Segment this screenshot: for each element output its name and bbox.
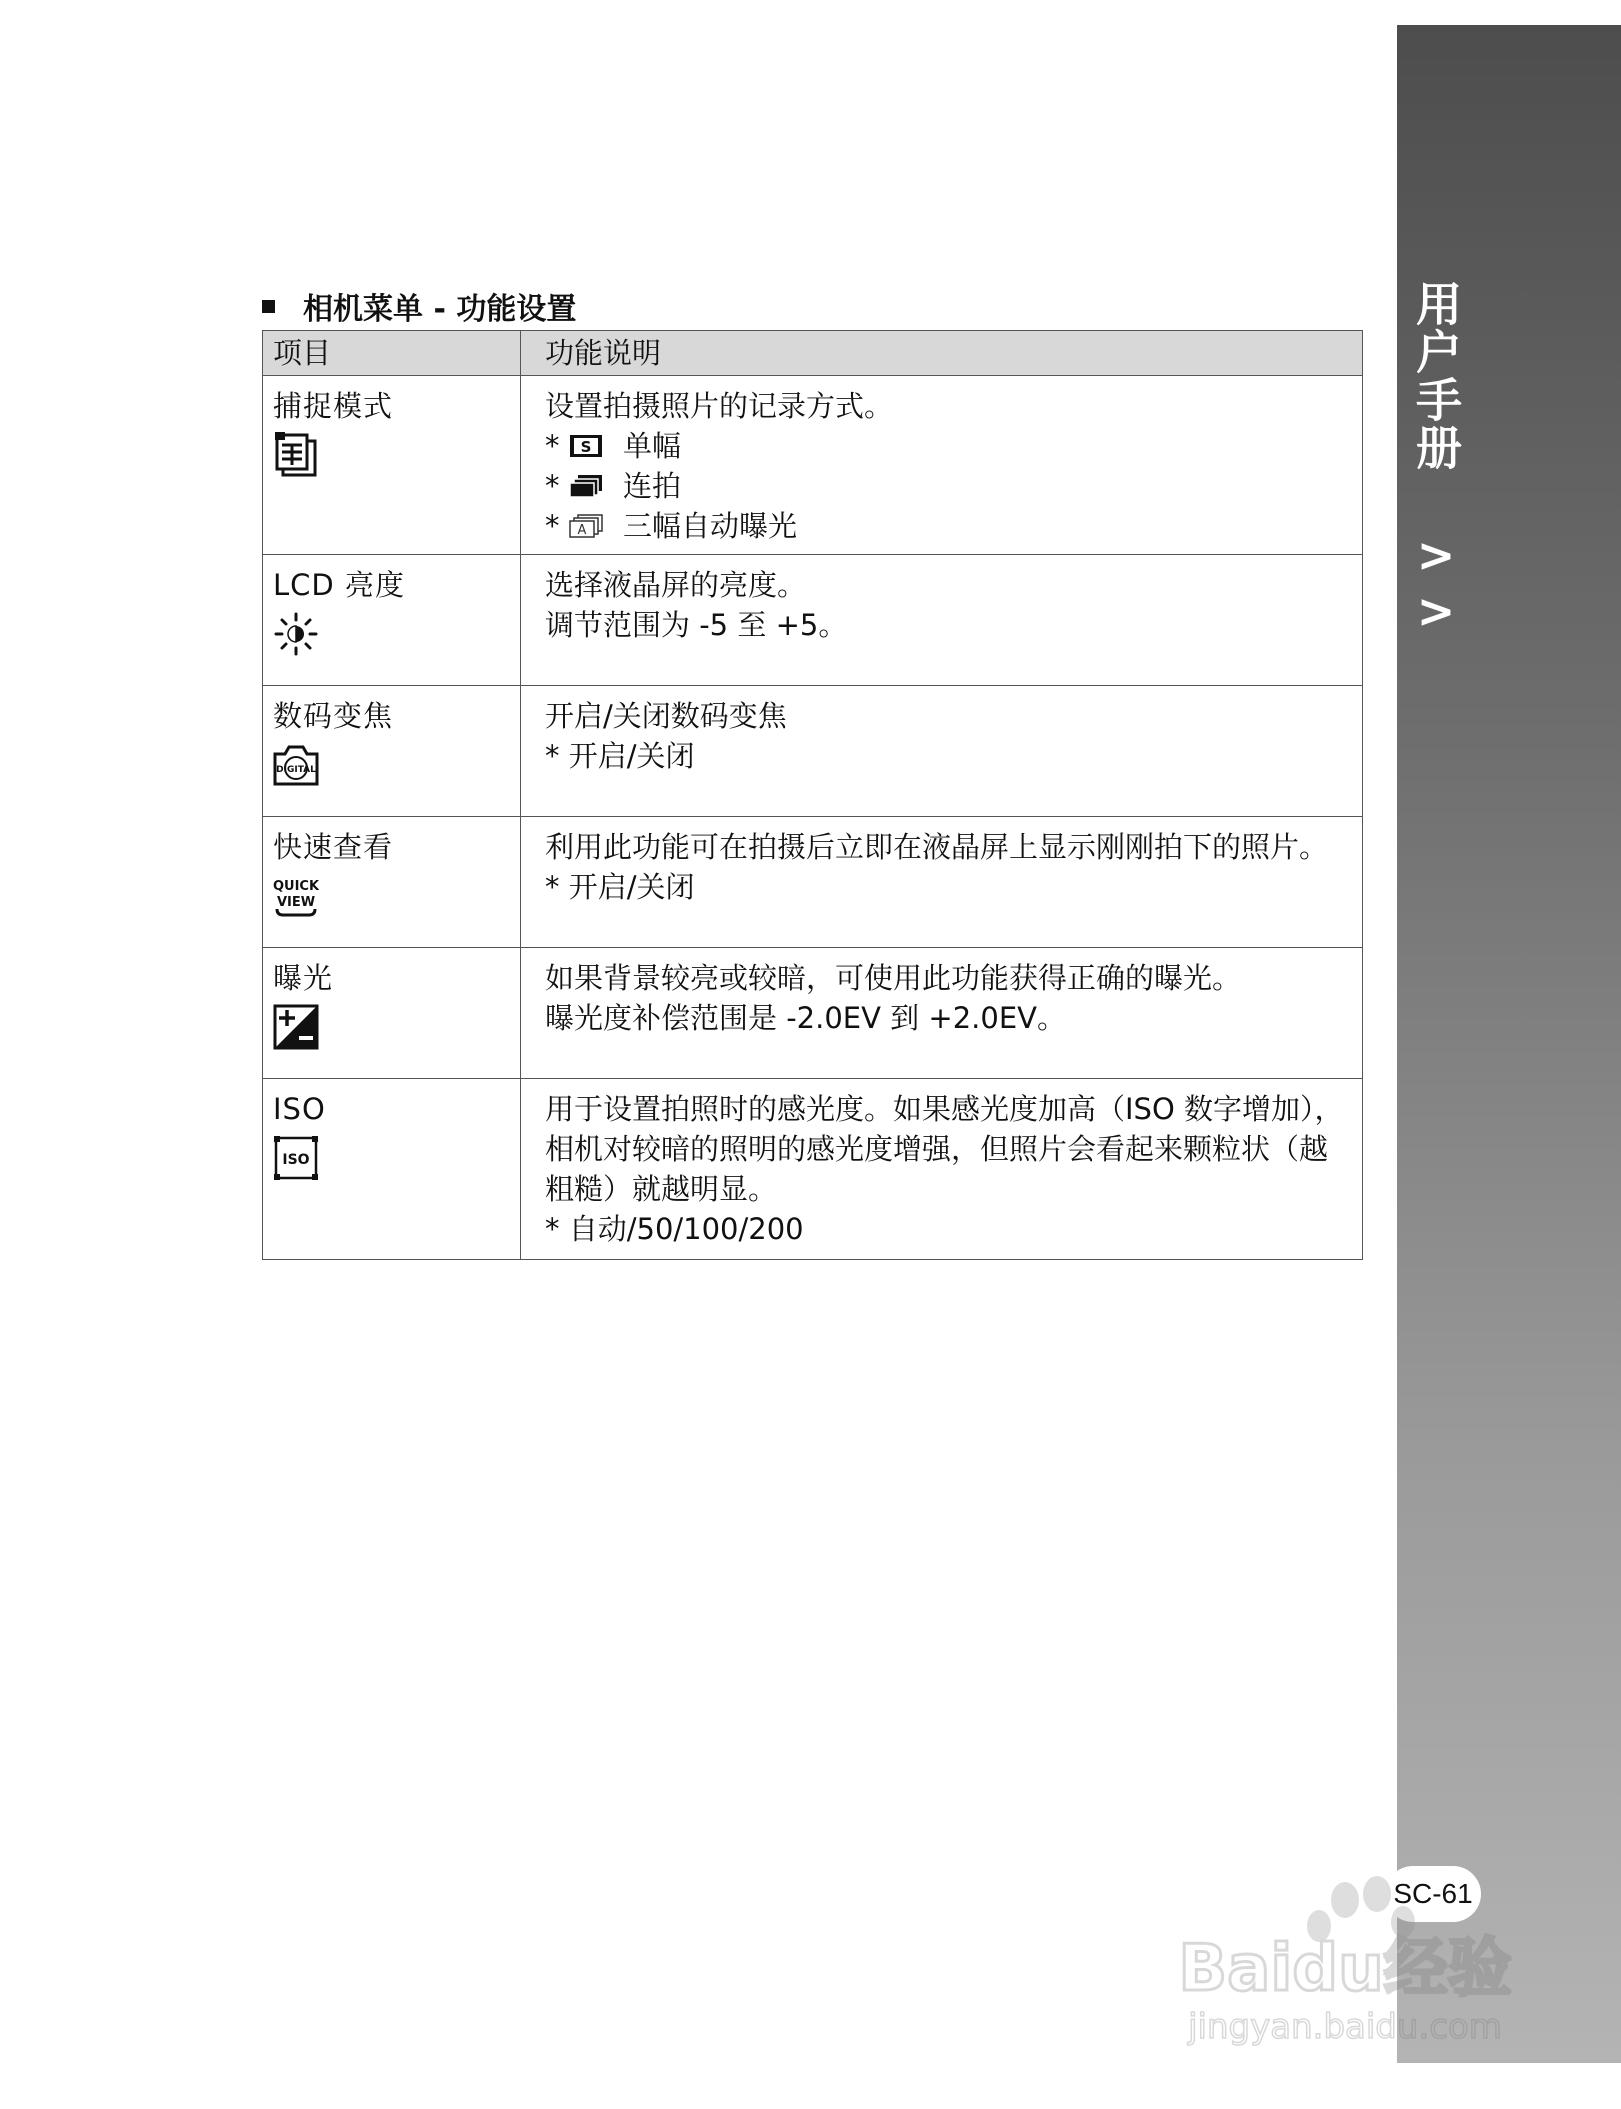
option-bullet: * [545,509,560,543]
option-label: 三幅自动曝光 [623,509,798,543]
table-header-row [263,331,1363,376]
header-item: 项目 [263,331,521,376]
desc-line: 曝光度补偿范围是 -2.0EV 到 +2.0EV。 [545,1001,1066,1035]
item-name: 曝光 [273,961,334,995]
digital-zoom-icon [273,742,319,788]
description-cell [521,1079,1363,1260]
item-cell [263,376,521,555]
option-auto-bracket [545,506,1352,546]
desc-line: * 自动/50/100/200 [545,1212,804,1246]
exposure-icon [273,1004,319,1050]
quick-view-icon-label-bottom: VIEW [276,895,316,910]
single-shot-icon [569,434,603,458]
quick-view-icon [273,873,319,919]
page-number: SC-61 [1385,1866,1481,1922]
iso-icon-label: ISO [282,1152,310,1168]
item-cell [263,555,521,686]
desc-line: * 开启/关闭 [545,739,695,773]
quick-view-icon-label-top: QUICK [273,879,319,894]
item-cell [263,686,521,817]
desc-line: 开启/关闭数码变焦 [545,699,787,733]
description-cell [521,686,1363,817]
option-single [545,426,1352,466]
desc-line: 利用此功能可在拍摄后立即在液晶屏上显示刚刚拍下的照片。 [545,830,1329,864]
svg-text:S: S [580,438,592,456]
desc-line: 相机对较暗的照明的感光度增强，但照片会看起来颗粒状（越 [545,1132,1329,1166]
description-cell [521,817,1363,948]
header-description: 功能说明 [521,331,1363,376]
table-row [263,1079,1363,1260]
iso-icon [273,1135,319,1181]
bullet-square-icon [262,300,275,313]
section-heading-text: 相机菜单 - 功能设置 [303,292,577,327]
table-row [263,555,1363,686]
desc-line: 设置拍摄照片的记录方式。 [545,389,894,423]
watermark-brand: Baidu经验 [1178,1932,1512,2006]
desc-line: 如果背景较亮或较暗，可使用此功能获得正确的曝光。 [545,961,1242,995]
baidu-watermark [1155,1860,1535,2050]
auto-bracket-icon [569,514,603,538]
option-bullet: * [545,429,560,463]
brightness-icon [273,611,319,657]
option-label: 连拍 [623,469,682,503]
option-label: 单幅 [623,429,682,463]
desc-line: 调节范围为 -5 至 +5。 [545,608,848,642]
item-name: 快速查看 [273,830,394,864]
item-cell [263,1079,521,1260]
item-name: 数码变焦 [273,699,394,733]
sidebar-title: 用户手册 >> [1409,280,1463,640]
section-heading [262,284,576,328]
desc-line: 用于设置拍照时的感光度。如果感光度加高（ISO 数字增加）， [545,1092,1344,1126]
item-name: ISO [273,1092,326,1126]
table-row [263,376,1363,555]
table-row [263,817,1363,948]
item-cell [263,948,521,1079]
function-settings-table [262,330,1363,1260]
continuous-shot-icon [569,474,603,498]
item-name: LCD 亮度 [273,568,405,602]
item-name: 捕捉模式 [273,389,394,423]
description-cell [521,376,1363,555]
description-cell [521,555,1363,686]
description-cell [521,948,1363,1079]
table-row [263,948,1363,1079]
desc-line: 选择液晶屏的亮度。 [545,568,807,602]
item-cell [263,817,521,948]
table-row [263,686,1363,817]
watermark-url: jingyan.baidu.com [1188,2007,1502,2047]
svg-text:A: A [577,523,587,538]
option-bullet: * [545,469,560,503]
desc-line: 粗糙）就越明显。 [545,1172,778,1206]
capture-mode-icon [273,432,319,478]
digital-zoom-icon-label: DIGITAL [276,765,316,775]
desc-line: * 开启/关闭 [545,870,695,904]
option-continuous [545,466,1352,506]
